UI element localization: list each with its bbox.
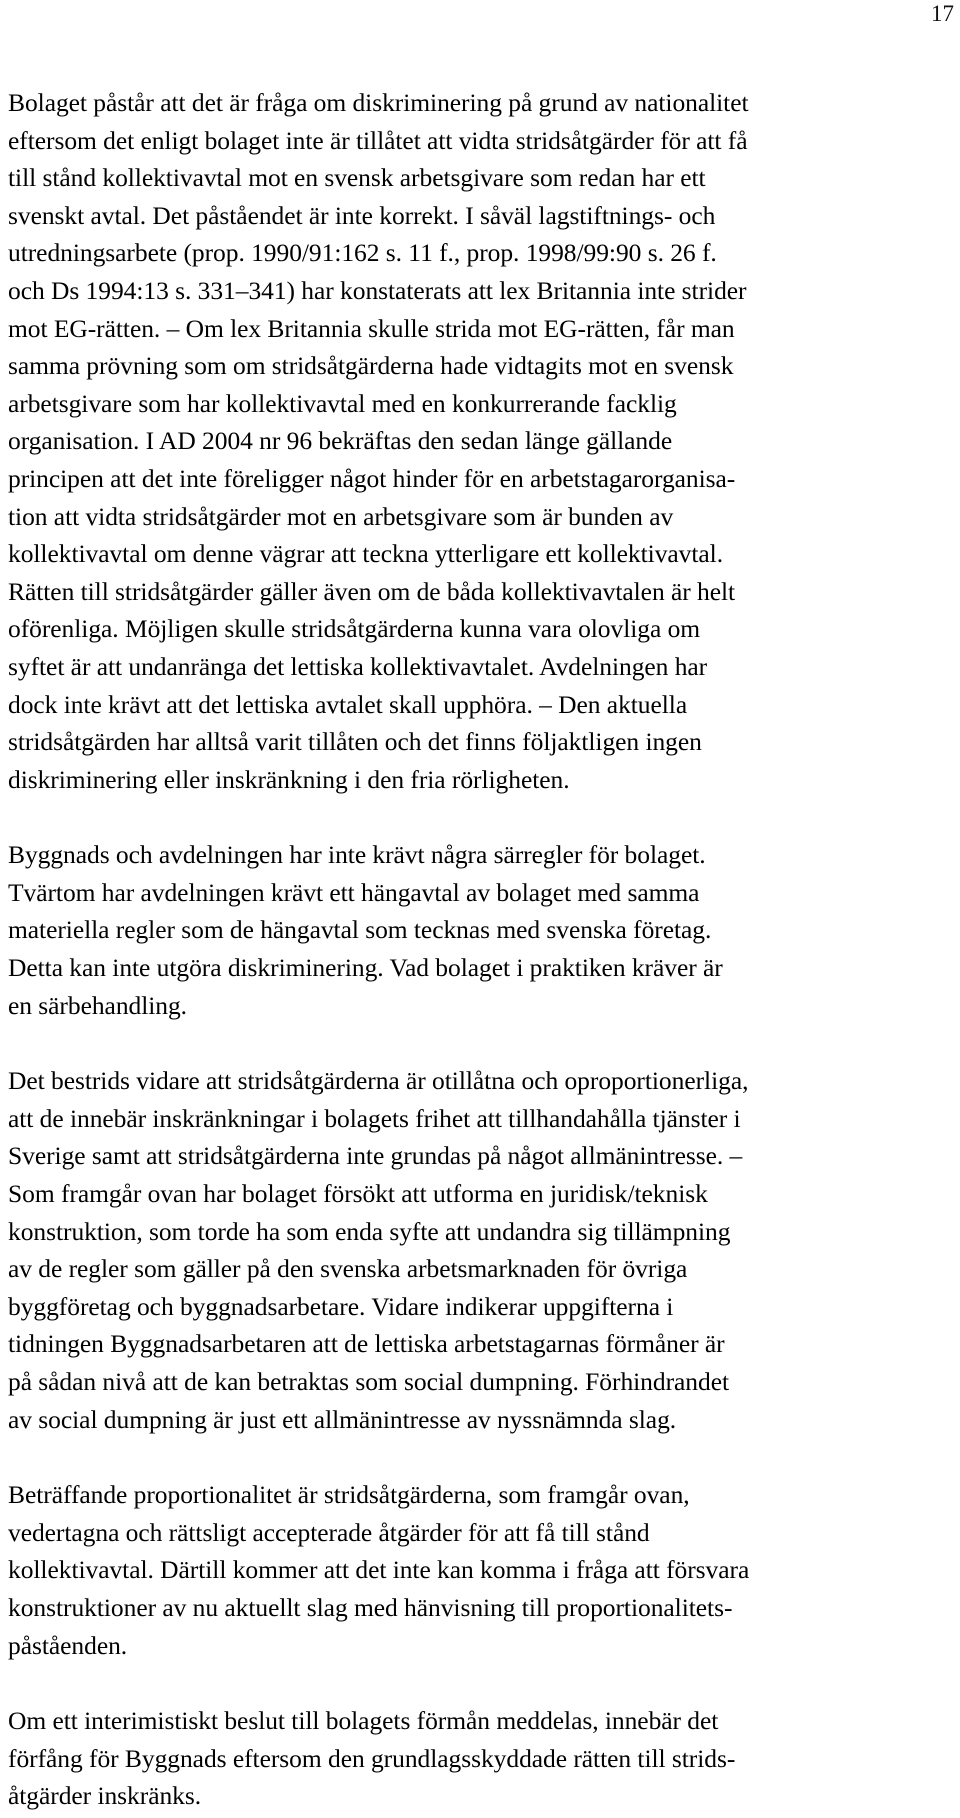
text-line: Om ett interimistiskt beslut till bolagets förmån meddelas, innebär det: [8, 1706, 719, 1736]
text-line: kollektivavtal om denne vägrar att teckna ytterligare ett kollektivavtal.: [8, 539, 724, 569]
text-line: svenskt avtal. Det påståendet är inte korrekt. I såväl lagstiftnings- och: [8, 200, 716, 230]
text-line: eftersom det enligt bolaget inte är tillåtet att vidta stridsåtgärder för att få: [8, 125, 748, 155]
text-line: att de innebär inskränkningar i bolagets frihet att tillhandahålla tjänster i: [8, 1103, 741, 1133]
text-line: tidningen Byggnadsarbetaren att de lettiska arbetstagarnas förmåner är: [8, 1329, 725, 1359]
text-line: på sådan nivå att de kan betraktas som social dumpning. Förhindrandet: [8, 1367, 729, 1396]
text-line: samma prövning som om stridsåtgärderna hade vidtagits mot en svensk: [8, 351, 734, 381]
text-line: av de regler som gäller på den svenska arbetsmarknaden för övriga: [8, 1254, 688, 1284]
paragraph-discrimination-nationality: [8, 84, 952, 798]
text-line: tion att vidta stridsåtgärder mot en arbetsgivare som är bunden av: [8, 501, 674, 531]
text-line: dock inte krävt att det lettiska avtalet skall upphöra. – Den aktuella: [8, 689, 688, 719]
paragraph-no-special-rules: [8, 836, 952, 1024]
text-line: och Ds 1994:13 s. 331–341) har konstaterats att lex Britannia inte strider: [8, 275, 747, 305]
text-line: Detta kan inte utgöra diskriminering. Vad bolaget i praktiken kräver är: [8, 953, 723, 983]
text-line: av social dumpning är just ett allmänintresse av nyssnämnda slag.: [8, 1404, 677, 1434]
text-line: förfång för Byggnads eftersom den grundlagsskyddade rätten till strids-: [8, 1743, 736, 1773]
text-line: oförenliga. Möjligen skulle stridsåtgärderna kunna vara olovliga om: [8, 614, 701, 644]
text-line: Det bestrids vidare att stridsåtgärderna är otillåtna och oproportionerliga,: [8, 1066, 749, 1096]
text-line: diskriminering eller inskränkning i den fria rörligheten.: [8, 764, 570, 794]
text-line: vedertagna och rättsligt accepterade åtgärder för att få till stånd: [8, 1517, 650, 1547]
text-line: Tvärtom har avdelningen krävt ett hängavtal av bolaget med samma: [8, 877, 700, 907]
text-line: kollektivavtal. Därtill kommer att det inte kan komma i fråga att försvara: [8, 1555, 750, 1585]
text-line: Som framgår ovan har bolaget försökt att utforma en juridisk/teknisk: [8, 1179, 708, 1209]
paragraph-proportionality: [8, 1476, 952, 1664]
page-number: 17: [931, 1, 954, 26]
text-line: arbetsgivare som har kollektivavtal med en konkurrerande facklig: [8, 388, 677, 418]
text-line: Sverige samt att stridsåtgärderna inte grundas på något allmänintresse. –: [8, 1141, 743, 1171]
text-line: utredningsarbete (prop. 1990/91:162 s. 11 f., prop. 1998/99:90 s. 26 f.: [8, 238, 717, 268]
text-line: Byggnads och avdelningen har inte krävt några särregler för bolaget.: [8, 840, 706, 870]
text-line: Bolaget påstår att det är fråga om diskriminering på grund av nationalitet: [8, 88, 749, 117]
text-line: Rätten till stridsåtgärder gäller även om de båda kollektivavtalen är helt: [8, 576, 736, 606]
paragraph-public-interest: [8, 1062, 952, 1438]
text-line: mot EG-rätten. – Om lex Britannia skulle strida mot EG-rätten, får man: [8, 313, 735, 343]
text-line: materiella regler som de hängavtal som tecknas med svenska företag.: [8, 915, 712, 945]
text-line: principen att det inte föreligger något hinder för en arbetstagarorganisa-: [8, 463, 736, 493]
text-line: stridsåtgärden har alltså varit tillåten och det finns följaktligen ingen: [8, 727, 702, 757]
text-line: konstruktioner av nu aktuellt slag med hänvisning till proportionalitets-: [8, 1592, 733, 1622]
text-line: Beträffande proportionalitet är stridsåtgärderna, som framgår ovan,: [8, 1480, 690, 1510]
text-line: byggföretag och byggnadsarbetare. Vidare indikerar uppgifterna i: [8, 1291, 674, 1321]
paragraph-interim-decision: [8, 1702, 952, 1815]
text-line: syftet är att undanränga det lettiska kollektivavtalet. Avdelningen har: [8, 651, 708, 681]
text-line: till stånd kollektivavtal mot en svensk arbetsgivare som redan har ett: [8, 163, 706, 193]
text-line: åtgärder inskränks.: [8, 1781, 202, 1811]
text-line: organisation. I AD 2004 nr 96 bekräftas den sedan länge gällande: [8, 426, 673, 456]
text-line: en särbehandling.: [8, 990, 188, 1020]
text-line: påståenden.: [8, 1630, 128, 1660]
text-line: konstruktion, som torde ha som enda syfte att undandra sig tillämpning: [8, 1216, 731, 1246]
